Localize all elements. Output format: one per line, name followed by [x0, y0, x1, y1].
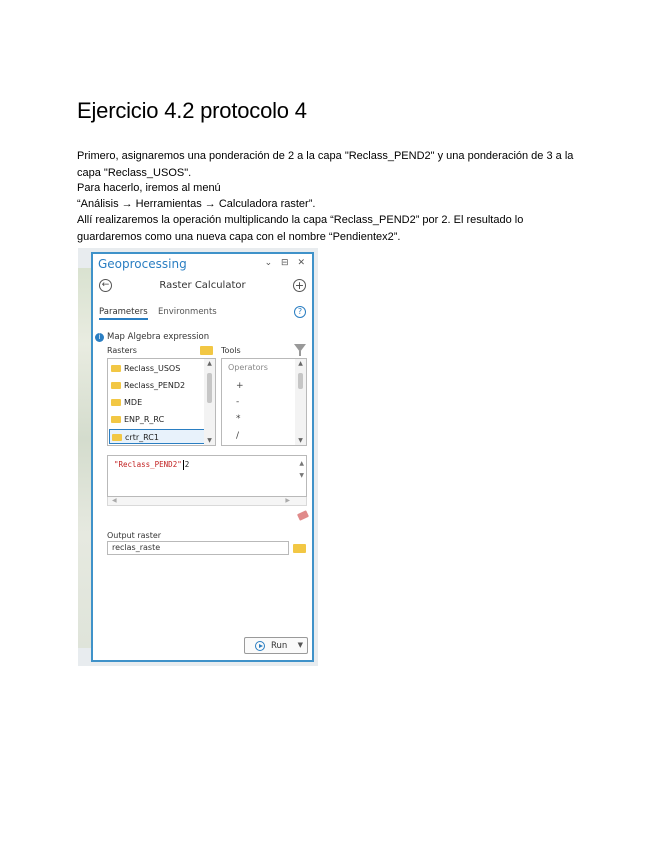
raster-folder-icon — [111, 416, 121, 423]
expression-operand: 2 — [184, 460, 190, 469]
run-button[interactable] — [244, 637, 308, 654]
raster-folder-icon — [111, 399, 121, 406]
list-item-raster[interactable] — [109, 378, 205, 393]
scroll-thumb[interactable] — [207, 373, 212, 403]
scroll-down-icon[interactable]: ▼ — [298, 437, 303, 444]
window-controls-icon[interactable]: ⌄ ⊟ ✕ — [264, 258, 308, 268]
text-caret — [183, 460, 184, 470]
operators-list[interactable] — [221, 358, 307, 446]
scroll-up-icon[interactable]: ▲ — [207, 360, 212, 367]
list-item-raster[interactable] — [109, 412, 205, 427]
document-title: Ejercicio 4.2 protocolo 4 — [77, 98, 307, 123]
paragraph-menu-path: “Análisis → Herramientas → Calculadora raster”. — [77, 198, 316, 210]
list-item-raster[interactable] — [109, 395, 205, 410]
folder-icon[interactable] — [293, 544, 306, 553]
raster-folder-icon — [111, 365, 121, 372]
paragraph-weights: Primero, asignaremos una ponderación de 2 a la capa "Reclass_PEND2" y una ponderación de 3 a la capa "Reclass_USOS". — [77, 150, 574, 179]
list-item-raster-selected[interactable] — [109, 429, 205, 444]
info-icon: i — [95, 333, 104, 342]
operator-minus[interactable]: - — [236, 397, 240, 407]
pane-title: Geoprocessing — [98, 257, 187, 271]
filter-icon-stem — [299, 351, 301, 356]
eraser-icon[interactable] — [297, 510, 309, 521]
raster-name: crtr_RC1 — [125, 433, 159, 442]
operators-header: Operators — [228, 363, 268, 372]
play-icon — [255, 641, 265, 651]
scroll-thumb[interactable] — [298, 373, 303, 389]
rasters-label: Rasters — [107, 346, 137, 355]
output-raster-label: Output raster — [107, 531, 162, 540]
map-algebra-label: Map Algebra expression — [107, 332, 210, 342]
scroll-down-icon[interactable]: ▼ — [207, 437, 212, 444]
list-item-raster[interactable] — [109, 361, 205, 376]
rasters-scrollbar[interactable] — [204, 359, 215, 445]
expression-editor[interactable] — [107, 455, 307, 497]
back-arrow-icon[interactable]: ← — [99, 279, 112, 292]
scroll-right-icon[interactable]: ▶ — [285, 497, 290, 504]
scroll-left-icon[interactable]: ◀ — [112, 497, 117, 504]
operators-scrollbar[interactable] — [295, 359, 306, 445]
output-raster-input[interactable]: reclas_raste — [107, 541, 289, 555]
raster-folder-icon — [111, 382, 121, 389]
operator-multiply[interactable]: * — [236, 414, 241, 424]
raster-name: Reclass_USOS — [124, 364, 181, 373]
tools-label: Tools — [221, 346, 241, 355]
run-label: Run — [271, 641, 288, 651]
raster-name: ENP_R_RC — [124, 415, 165, 424]
raster-name: Reclass_PEND2 — [124, 381, 186, 390]
scroll-up-icon[interactable]: ▲ — [298, 360, 303, 367]
raster-name: MDE — [124, 398, 143, 407]
raster-calculator-screenshot — [78, 248, 318, 666]
tab-environments[interactable]: Environments — [158, 307, 217, 317]
operator-plus[interactable]: + — [236, 381, 244, 391]
tool-title: Raster Calculator — [159, 280, 246, 291]
paragraph-operation: Allí realizaremos la operación multiplicando la capa “Reclass_PEND2” por 2. El resultado lo guardaremos como una nueva capa con el nombre “Pendientex2”. — [77, 214, 524, 243]
map-view-strip — [78, 268, 92, 648]
expression-layer: "Reclass_PEND2" — [114, 460, 182, 469]
help-icon[interactable]: ? — [294, 306, 306, 318]
raster-folder-icon — [112, 434, 122, 441]
add-circle-icon[interactable]: + — [294, 279, 305, 292]
paragraph-menu-intro: Para hacerlo, iremos al menú — [77, 182, 221, 194]
rasters-list[interactable] — [107, 358, 216, 446]
geoprocessing-pane — [91, 252, 314, 662]
expression-text — [114, 460, 189, 470]
chevron-down-icon[interactable]: ▼ — [297, 641, 303, 649]
tab-parameters[interactable]: Parameters — [99, 307, 148, 320]
operator-divide[interactable]: / — [236, 431, 240, 441]
expression-scroll-icon[interactable]: ▲ ▼ — [299, 460, 304, 479]
folder-icon[interactable] — [200, 346, 213, 355]
expression-hscroll[interactable] — [107, 497, 307, 506]
